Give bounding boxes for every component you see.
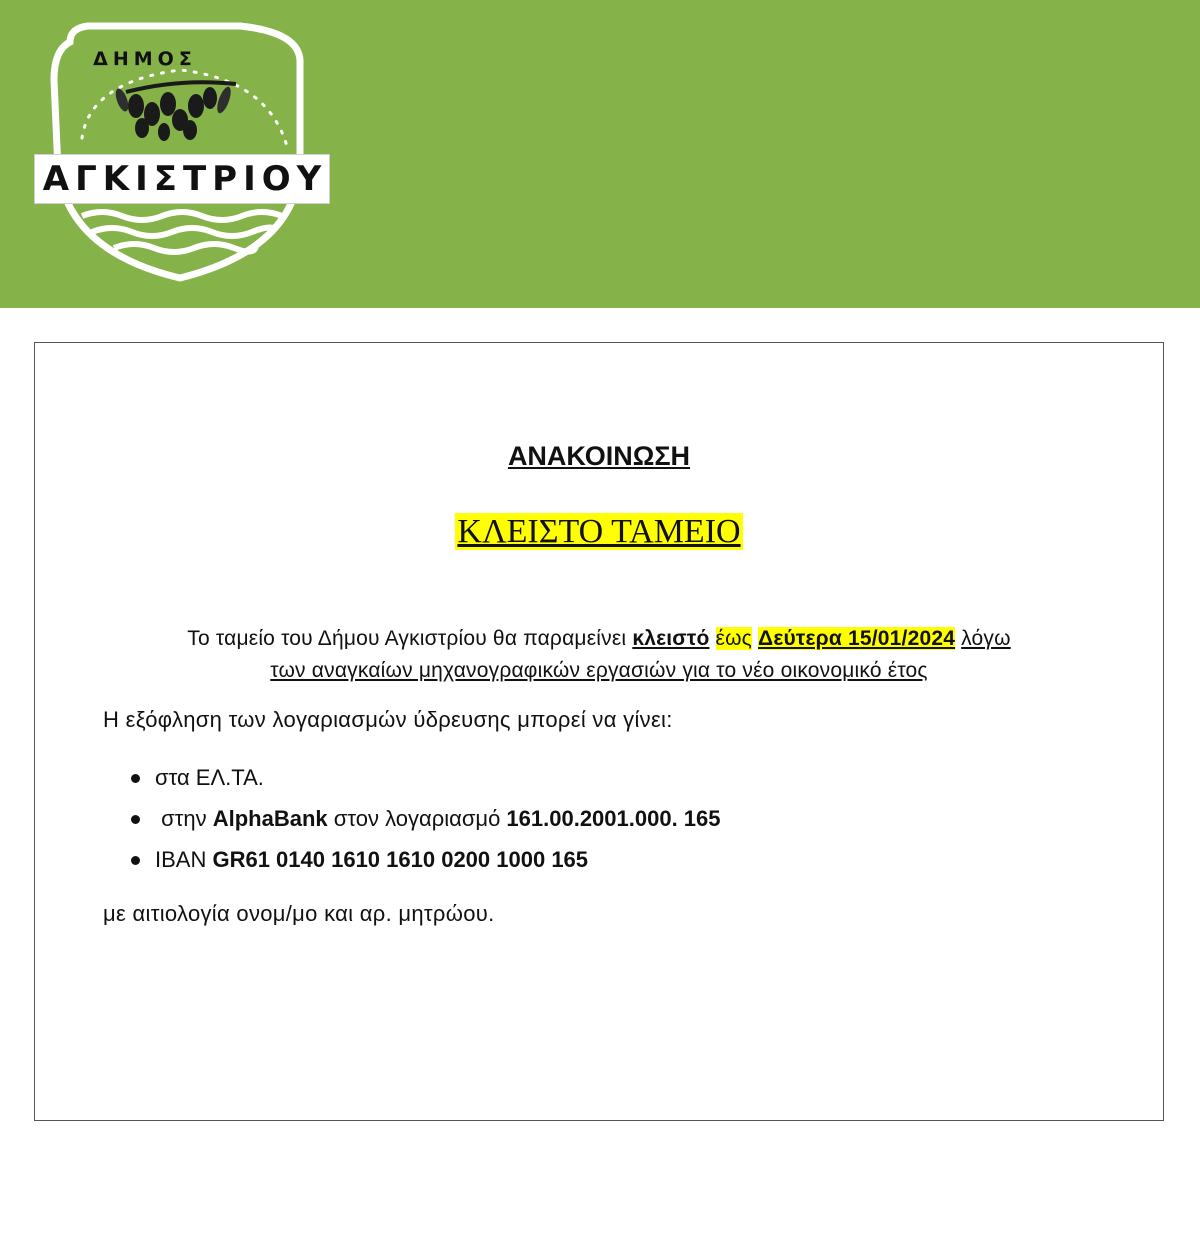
para-reason-start: λόγω [961, 627, 1011, 650]
logo-name-text: ΑΓΚΙΣΤΡΙΟΥ [42, 159, 328, 199]
notice-subheading-wrap [35, 513, 1163, 551]
account-number: 161.00.2001.000. 165 [506, 806, 721, 831]
list-item-text: στην [155, 806, 213, 831]
iban-number: GR61 0140 1610 1610 0200 1000 165 [212, 847, 589, 872]
list-item [131, 804, 721, 845]
logo-name-box [34, 154, 330, 204]
payment-intro: Η εξόφληση των λογαριασμών ύδρευσης μπορεί να γίνει: [103, 707, 673, 732]
municipality-logo [30, 20, 330, 282]
header-banner [0, 0, 1200, 308]
list-item-text: στα ΕΛ.ΤΑ. [155, 765, 264, 790]
list-item-text: στον λογαριασμό [327, 806, 507, 831]
para-part1: Το ταμείο του Δήμου Αγκιστρίου θα παραμείνει [187, 627, 633, 650]
notice-subheading: ΚΛΕΙΣΤΟ ΤΑΜΕΙΟ [457, 513, 741, 550]
notice-paragraph [35, 623, 1163, 687]
list-item-text: IBAN [155, 847, 213, 872]
para-until-word: έως [715, 627, 752, 650]
para-date: Δεύτερα 15/01/2024 [758, 627, 956, 650]
list-item [131, 763, 721, 804]
para-space [709, 627, 715, 650]
notice-box [34, 342, 1164, 1121]
para-closed-word: κλειστό [632, 627, 710, 650]
para-reason-rest: των αναγκαίων μηχανογραφικών εργασιών για το νέο οικονομικό έτος [270, 659, 928, 682]
payment-methods-list [131, 763, 721, 886]
notice-heading: ΑΝΑΚΟΙΝΩΣΗ [507, 441, 691, 471]
closing-text: με αιτιολογία ονομ/μο και αρ. μητρώου. [103, 901, 495, 926]
list-item [131, 845, 721, 886]
logo-top-text: ΔΗΜΟΣ [93, 48, 197, 70]
bank-name: AlphaBank [212, 806, 328, 831]
